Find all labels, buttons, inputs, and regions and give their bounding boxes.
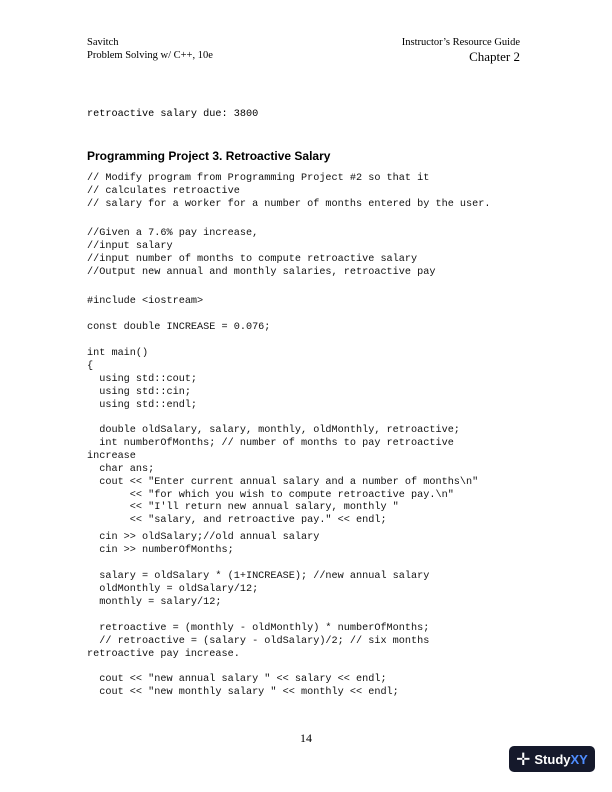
code-block-constant: const double INCREASE = 0.076; [87,322,271,333]
studyxy-badge [509,746,595,772]
code-block-input: cin >> oldSalary;//old annual salary cin >> numberOfMonths; [99,532,320,556]
header-author: Savitch [87,37,119,48]
code-block-header-comment: // Modify program from Programming Project #2 so that it // calculates retroactive // salary for a worker for a number of months entered by the user. [87,173,491,210]
code-block-retroactive-calc: retroactive = (monthly - oldMonthly) * numberOfMonths; // retroactive = (salary - oldSalary)/2; // six months retroactive pay increase. [87,623,430,660]
code-block-spec-comment: //Given a 7.6% pay increase, //input salary //input number of months to compute retroactive salary //Output new annual and monthly salaries, retroactive pay [87,228,436,278]
badge-text: StudyXY [534,751,588,767]
page-number: 14 [300,731,312,745]
plus-icon: ✛ [516,749,531,769]
code-block-include: #include <iostream> [87,296,204,307]
running-header-left [87,36,213,62]
code-block-declarations: double oldSalary, salary, monthly, oldMonthly, retroactive; int numberOfMonths; // number of months to pay retroactive increase char ans; cout << "Enter current annual salary and a number of months\n" << "for which you wish to compute retroactive pay.\n" << "I'll return new annual salary, monthly " << "salary, and retroactive pay." << endl; [87,425,479,527]
header-chapter: Chapter 2 [469,49,520,64]
header-book-title: Problem Solving w/ C++, 10e [87,50,213,61]
code-block-main-start: int main() { using std::cout; using std::cin; using std::endl; [87,348,198,411]
program-output-line: retroactive salary due: 3800 [87,109,259,120]
code-block-salary-calc: salary = oldSalary * (1+INCREASE); //new annual salary oldMonthly = oldSalary/12; monthly = salary/12; [99,571,430,608]
section-heading: Programming Project 3. Retroactive Salary [87,149,331,163]
code-block-output: cout << "new annual salary " << salary << endl; cout << "new monthly salary " << monthly << endl; [99,674,399,698]
running-header-right [402,36,520,63]
header-guide-title: Instructor’s Resource Guide [401,37,520,48]
